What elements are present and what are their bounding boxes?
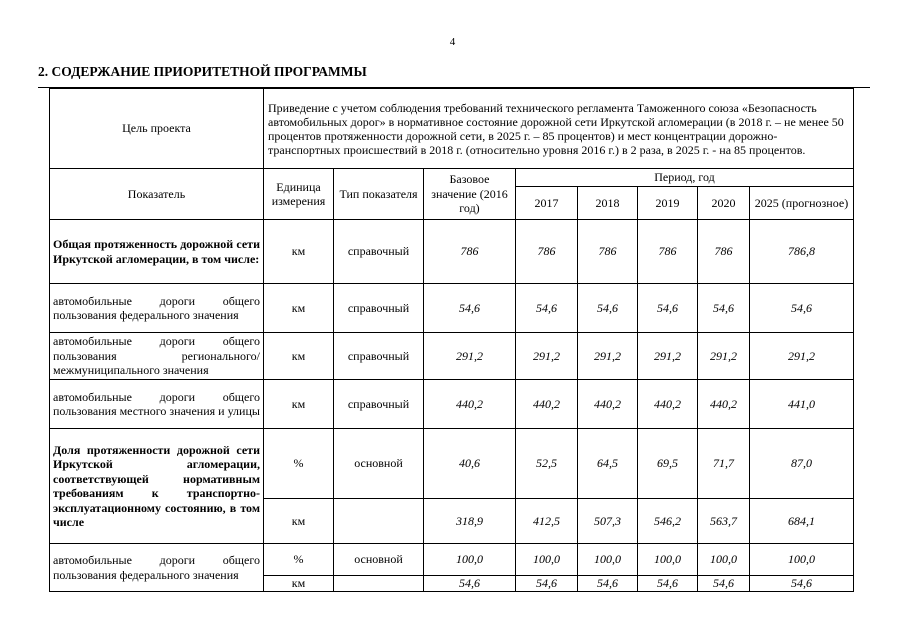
table-row bbox=[50, 333, 854, 380]
row-value: 440,2 bbox=[578, 380, 638, 429]
row-type: справочный bbox=[334, 333, 424, 380]
row-unit: % bbox=[264, 429, 334, 499]
row-value: 546,2 bbox=[638, 499, 698, 544]
row-label: автомобильные дороги общего пользования федерального значения bbox=[50, 544, 264, 592]
table-row bbox=[50, 544, 854, 576]
row-value: 412,5 bbox=[516, 499, 578, 544]
row-value: 54,6 bbox=[638, 284, 698, 333]
row-value: 563,7 bbox=[698, 499, 750, 544]
row-type: справочный bbox=[334, 380, 424, 429]
goal-text: Приведение с учетом соблюдения требований технического регламента Таможенного союза «Безопасность автомобильных дорог» в нормативное состояние дорожной сети Иркутской агломерации (в 2018 г. – не менее 50 процентов протяженности дорожной сети, в 2025 г. – 85 процентов) и мест концентрации дорожно-транспортных происшествий в 2018 г. (относительно уровня 2016 г.) в 2 раза, в 2025 г. - на 85 процентов. bbox=[264, 89, 854, 169]
row-value: 786 bbox=[698, 220, 750, 284]
row-type bbox=[334, 499, 424, 544]
row-value: 291,2 bbox=[516, 333, 578, 380]
header-year: 2018 bbox=[578, 187, 638, 220]
row-base: 54,6 bbox=[424, 576, 516, 592]
page-number: 4 bbox=[449, 36, 456, 48]
goal-label: Цель проекта bbox=[50, 89, 264, 169]
row-value: 786,8 bbox=[750, 220, 854, 284]
row-value: 291,2 bbox=[578, 333, 638, 380]
row-value: 100,0 bbox=[638, 544, 698, 576]
row-value: 440,2 bbox=[516, 380, 578, 429]
row-unit: км bbox=[264, 499, 334, 544]
row-value: 291,2 bbox=[638, 333, 698, 380]
row-base: 100,0 bbox=[424, 544, 516, 576]
header-unit: Единица измерения bbox=[264, 169, 334, 220]
row-type: основной bbox=[334, 429, 424, 499]
row-value: 64,5 bbox=[578, 429, 638, 499]
row-value: 54,6 bbox=[750, 576, 854, 592]
goal-row bbox=[50, 89, 854, 169]
row-label: автомобильные дороги общего пользования регионального/ межмуниципального значения bbox=[50, 333, 264, 380]
row-base: 318,9 bbox=[424, 499, 516, 544]
header-row-1 bbox=[50, 169, 854, 187]
row-base: 40,6 bbox=[424, 429, 516, 499]
header-base: Базовое значение (2016 год) bbox=[424, 169, 516, 220]
row-base: 54,6 bbox=[424, 284, 516, 333]
row-value: 441,0 bbox=[750, 380, 854, 429]
row-unit: км bbox=[264, 576, 334, 592]
row-value: 291,2 bbox=[698, 333, 750, 380]
row-value: 69,5 bbox=[638, 429, 698, 499]
table-row bbox=[50, 429, 854, 499]
header-type: Тип показателя bbox=[334, 169, 424, 220]
table-row bbox=[50, 284, 854, 333]
row-value: 54,6 bbox=[750, 284, 854, 333]
row-value: 440,2 bbox=[638, 380, 698, 429]
row-value: 786 bbox=[578, 220, 638, 284]
row-label: автомобильные дороги общего пользования федерального значения bbox=[50, 284, 264, 333]
row-value: 100,0 bbox=[698, 544, 750, 576]
row-type: основной bbox=[334, 544, 424, 576]
header-year: 2019 bbox=[638, 187, 698, 220]
row-value: 52,5 bbox=[516, 429, 578, 499]
row-value: 291,2 bbox=[750, 333, 854, 380]
row-value: 87,0 bbox=[750, 429, 854, 499]
row-value: 54,6 bbox=[698, 284, 750, 333]
row-type bbox=[334, 576, 424, 592]
row-value: 440,2 bbox=[698, 380, 750, 429]
row-value: 54,6 bbox=[698, 576, 750, 592]
header-period: Период, год bbox=[516, 169, 854, 187]
header-year: 2017 bbox=[516, 187, 578, 220]
row-value: 507,3 bbox=[578, 499, 638, 544]
row-label: автомобильные дороги общего пользования местного значения и улицы bbox=[50, 380, 264, 429]
header-indicator: Показатель bbox=[50, 169, 264, 220]
row-value: 54,6 bbox=[516, 284, 578, 333]
row-label: Доля протяженности дорожной сети Иркутской агломерации, соответствующей нормативным требованиям к транспортно-эксплуатационному состоянию, в том числе bbox=[50, 429, 264, 544]
row-type: справочный bbox=[334, 220, 424, 284]
row-value: 54,6 bbox=[578, 576, 638, 592]
header-year: 2025 (прогнозное) bbox=[750, 187, 854, 220]
row-value: 54,6 bbox=[578, 284, 638, 333]
row-unit: % bbox=[264, 544, 334, 576]
row-value: 684,1 bbox=[750, 499, 854, 544]
row-value: 100,0 bbox=[578, 544, 638, 576]
program-table bbox=[49, 88, 854, 592]
row-unit: км bbox=[264, 284, 334, 333]
row-base: 786 bbox=[424, 220, 516, 284]
row-value: 100,0 bbox=[516, 544, 578, 576]
row-value: 54,6 bbox=[516, 576, 578, 592]
section-heading: 2. СОДЕРЖАНИЕ ПРИОРИТЕТНОЙ ПРОГРАММЫ bbox=[38, 64, 367, 79]
row-value: 54,6 bbox=[638, 576, 698, 592]
table-row bbox=[50, 220, 854, 284]
row-value: 71,7 bbox=[698, 429, 750, 499]
row-base: 291,2 bbox=[424, 333, 516, 380]
row-type: справочный bbox=[334, 284, 424, 333]
row-value: 100,0 bbox=[750, 544, 854, 576]
row-unit: км bbox=[264, 380, 334, 429]
row-value: 786 bbox=[516, 220, 578, 284]
row-unit: км bbox=[264, 333, 334, 380]
row-label: Общая протяженность дорожной сети Иркутской агломерации, в том числе: bbox=[50, 220, 264, 284]
header-year: 2020 bbox=[698, 187, 750, 220]
row-base: 440,2 bbox=[424, 380, 516, 429]
table-row bbox=[50, 380, 854, 429]
row-value: 786 bbox=[638, 220, 698, 284]
row-unit: км bbox=[264, 220, 334, 284]
